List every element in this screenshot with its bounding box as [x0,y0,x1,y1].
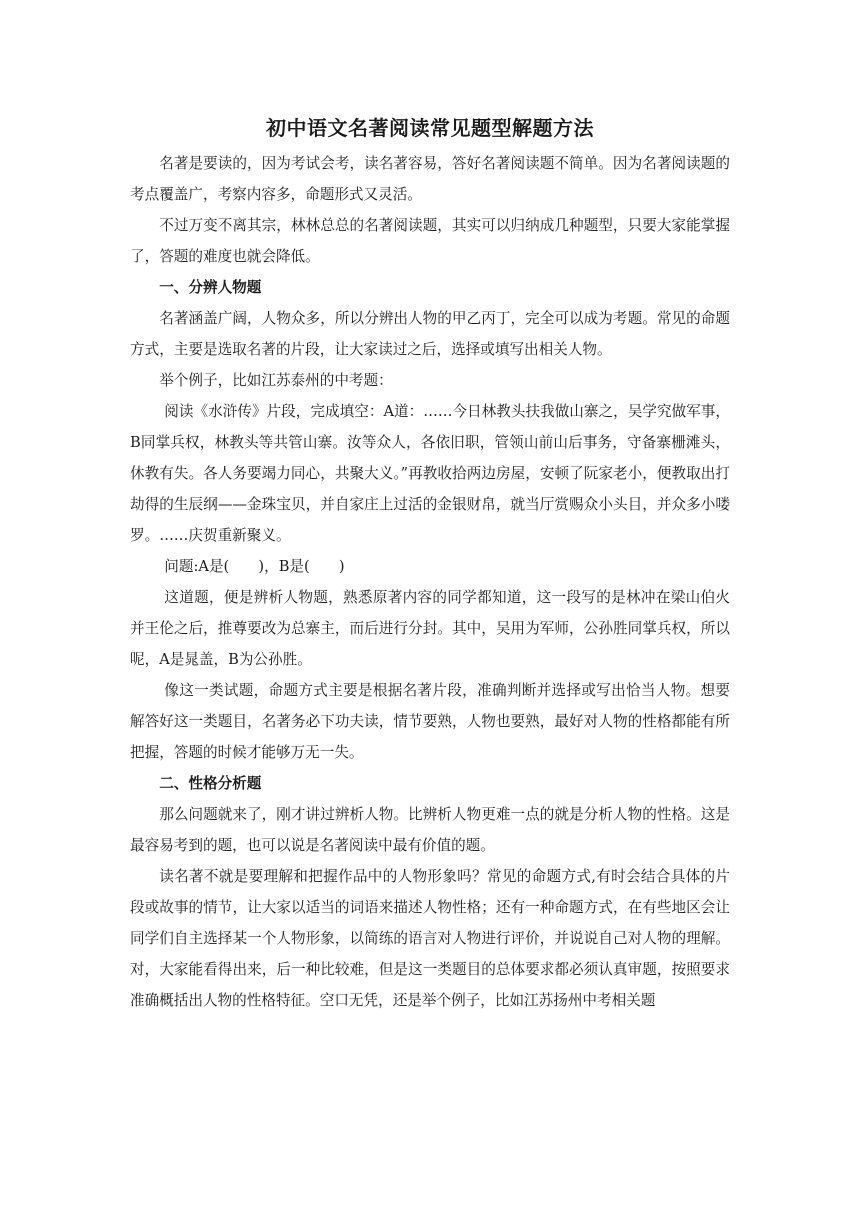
paragraph: 名著是要读的，因为考试会考，读名著容易，答好名著阅读题不简单。因为名著阅读题的考点覆盖广，考察内容多，命题形式又灵活。 [130,155,730,203]
document-body [130,112,730,1016]
paragraph: 那么问题就来了，刚才讲过辨析人物。比辨析人物更难一点的就是分析人物的性格。这是最容易考到的题，也可以说是名著阅读中最有价值的题。 [130,806,730,854]
paragraph: 名著涵盖广阔，人物众多，所以分辨出人物的甲乙丙丁，完全可以成为考题。常见的命题方式，主要是选取名著的片段，让大家读过之后，选择或填写出相关人物。 [130,310,730,358]
section-heading: 一、分辨人物题 [159,279,262,296]
paragraph: 不过万变不离其宗，林林总总的名著阅读题，其实可以归纳成几种题型，只要大家能掌握了，答题的难度也就会降低。 [130,217,730,265]
paragraph: 像这一类试题，命题方式主要是根据名著片段，准确判断并选择或写出恰当人物。想要解答好这一类题目，名著务必下功夫读，情节要熟，人物也要熟，最好对人物的性格都能有所把握，答题的时候才能够万无一失。 [130,682,730,761]
paragraph: 这道题，便是辨析人物题，熟悉原著内容的同学都知道，这一段写的是林冲在梁山伯火并王伦之后，推尊要改为总寨主，而后进行分封。其中，吴用为军师，公孙胜同掌兵权，所以呢，A是晁盖，B为公孙胜。 [130,589,730,668]
question-line: 问题:A是( )，B是( ) [164,558,345,575]
paragraph: 举个例子，比如江苏泰州的中考题： [159,372,393,389]
section-heading: 二、性格分析题 [159,775,262,792]
paragraph: 读名著不就是要理解和把握作品中的人物形象吗？常见的命题方式,有时会结合具体的片段或故事的情节，让大家以适当的词语来描述人物性格；还有一种命题方式，在有些地区会让同学们自主选择某一个人物形象，以简练的语言对人物进行评价，并说说自己对人物的理解。对，大家能看得出来，后一种比较难，但是这一类题目的总体要求都必须认真审题，按照要求准确概括出人物的性格特征。空口无凭，还是举个例子，比如江苏扬州中考相关题 [130,868,730,1009]
document-title: 初中语文名著阅读常见题型解题方法 [266,116,594,140]
quoted-passage: 阅读《水浒传》片段，完成填空：A道：……今日林教头扶我做山寨之，吴学究做军事，B同掌兵权，林教头等共管山寨。汝等众人，各依旧职，管领山前山后事务，守备寨栅滩头，休教有失。各人务要竭力同心，共聚大义。”再教收拾两边房屋，安顿了阮家老小，便教取出打劫得的生辰纲——金珠宝贝，并自家庄上过活的金银财帛，就当厅赏赐众小头目，并众多小喽罗。……庆贺重新聚义。 [130,403,730,544]
